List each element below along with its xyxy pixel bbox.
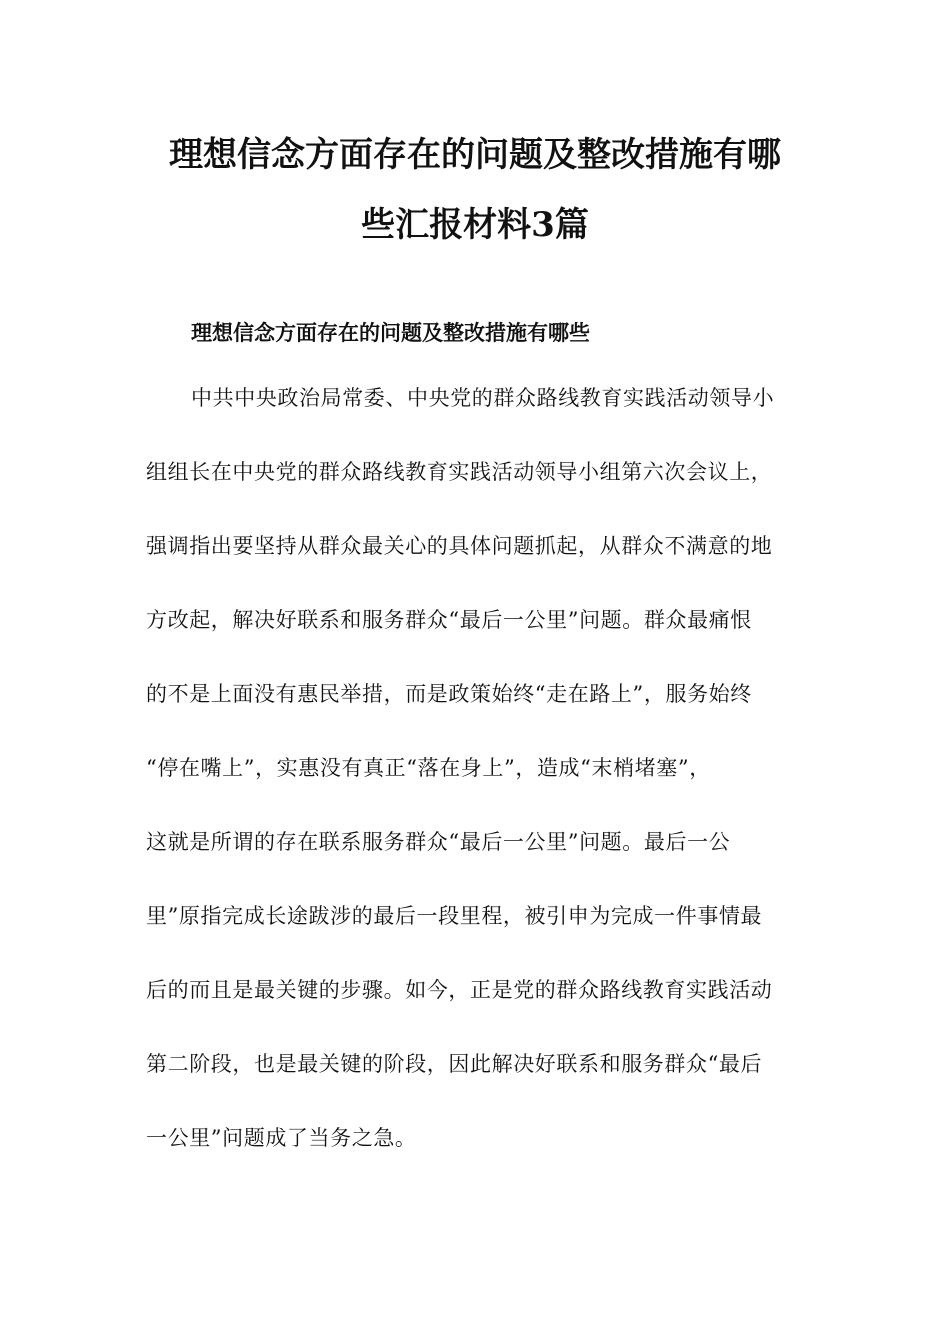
paragraph-line-10: 第二阶段，也是最关键的阶段，因此解决好联系和服务群众“最后 — [146, 1052, 763, 1076]
paragraph-line-11: 一公里”问题成了当务之急。 — [146, 1126, 417, 1150]
paragraph-line-2: 组组长在中央党的群众路线教育实践活动领导小组第六次会议上， — [146, 460, 773, 484]
section-heading: 理想信念方面存在的问题及整改措施有哪些 — [191, 320, 590, 345]
document-title-line-2: 些汇报材料3篇 — [361, 205, 589, 245]
paragraph-line-7: 这就是所谓的存在联系服务群众“最后一公里”问题。最后一公 — [146, 830, 731, 854]
paragraph-line-5: 的不是上面没有惠民举措，而是政策始终“走在路上”，服务始终 — [146, 682, 752, 706]
paragraph-line-4: 方改起，解决好联系和服务群众“最后一公里”问题。群众最痛恨 — [146, 608, 752, 632]
paragraph-line-8: 里”原指完成长途跋涉的最后一段里程，被引申为完成一件事情最 — [146, 904, 763, 928]
document-title-line-1: 理想信念方面存在的问题及整改措施有哪 — [169, 135, 781, 175]
paragraph-line-3: 强调指出要坚持从群众最关心的具体问题抓起，从群众不满意的地 — [146, 534, 773, 558]
paragraph-line-9: 后的而且是最关键的步骤。如今，正是党的群众路线教育实践活动 — [146, 978, 773, 1002]
paragraph-line-6: “停在嘴上”，实惠没有真正“落在身上”，造成“末梢堵塞”， — [146, 756, 711, 780]
paragraph-line-1: 中共中央政治局常委、中央党的群众路线教育实践活动领导小 — [191, 386, 775, 410]
